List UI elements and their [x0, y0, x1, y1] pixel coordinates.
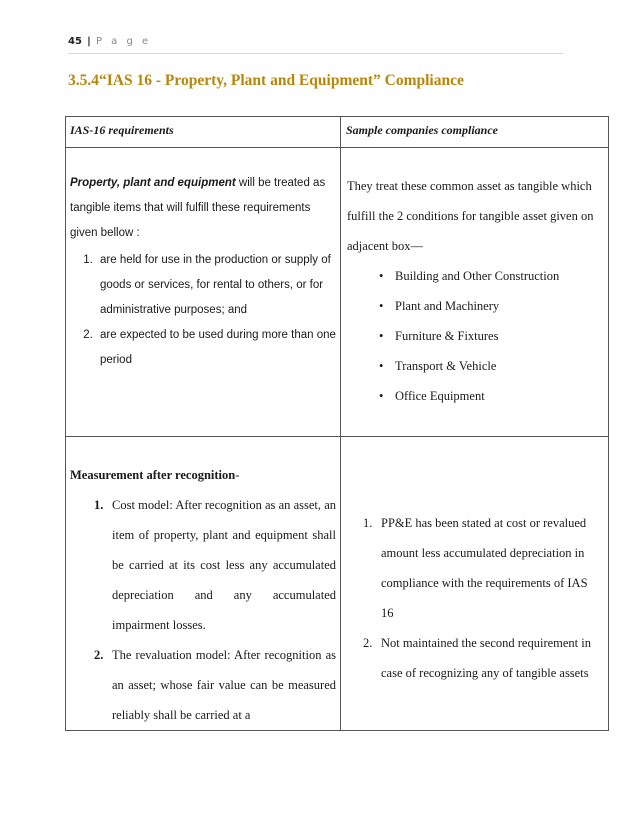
header-cell-compliance — [341, 117, 609, 148]
page-separator: | — [87, 36, 91, 47]
page-header — [68, 36, 563, 54]
header-compliance: Sample companies compliance — [346, 123, 498, 137]
ppe-conditions-list — [66, 248, 340, 373]
list-item-text: Not maintained the second requirement in case of recognizing any of tangible assets — [381, 636, 592, 680]
list-item-text: Cost model: After recognition as an asset, an item of property, plant and equipment shall be carried at its cost less any accumulated depreciation and any accumulated impairment losses. — [112, 498, 336, 632]
list-item: • Plant and Machinery — [379, 291, 608, 321]
list-item-text: PP&E has been stated at cost or revalued amount less accumulated depreciation in compliance with the requirements of IAS 16 — [381, 516, 588, 620]
header-cell-requirements — [66, 117, 341, 148]
asset-category-list — [341, 261, 608, 411]
list-item: • Transport & Vehicle — [379, 351, 608, 381]
table-row — [66, 437, 609, 731]
measurement-heading-suffix: - — [235, 468, 240, 482]
page-number: 45 — [68, 36, 82, 47]
list-item: 1. are held for use in the production or supply of goods or services, for rental to others, or for administrative purposes; and — [96, 248, 336, 323]
compliance-intro: They treat these common asset as tangible which fulfill the 2 conditions for tangible asset given on adjacent box— — [347, 179, 594, 253]
ppe-definition: will be treated as tangible items that will fulfill these requirements given bellow : — [70, 177, 326, 239]
list-item — [94, 640, 336, 730]
measurement-heading-text: Measurement after recognition — [70, 468, 236, 482]
table-row — [66, 148, 609, 437]
measurement-heading — [66, 437, 340, 490]
page-label: P a g e — [95, 36, 152, 47]
compliance-table — [65, 116, 609, 731]
list-item-number: 1. — [363, 516, 373, 530]
list-item-text: The revaluation model: After recognition as an asset; whose fair value can be measured reliably shall be carried at a — [112, 648, 336, 722]
list-item — [363, 508, 600, 628]
compliance-cell — [341, 437, 609, 731]
list-item: • Office Equipment — [379, 381, 608, 411]
requirement-cell — [66, 437, 341, 731]
compliance-cell — [341, 148, 609, 437]
measurement-models-list — [66, 490, 340, 730]
header-requirements: IAS-16 requirements — [70, 123, 174, 137]
list-item — [94, 490, 336, 640]
list-item: • Furniture & Fixtures — [379, 321, 608, 351]
table-header-row — [66, 117, 609, 148]
list-item: • Building and Other Construction — [379, 261, 608, 291]
ppe-requirement-text — [66, 148, 340, 246]
list-item: 2. are expected to be used during more than one period — [96, 323, 336, 373]
list-item — [363, 628, 600, 688]
list-item-number: 2. — [94, 648, 104, 662]
list-item-number: 1. — [94, 498, 104, 512]
requirement-cell — [66, 148, 341, 437]
section-title: 3.5.4“IAS 16 - Property, Plant and Equipment” Compliance — [68, 72, 464, 89]
ppe-term: Property, plant and equipment — [70, 177, 236, 189]
list-item-number: 2. — [363, 636, 373, 650]
measurement-compliance-list — [341, 437, 608, 688]
